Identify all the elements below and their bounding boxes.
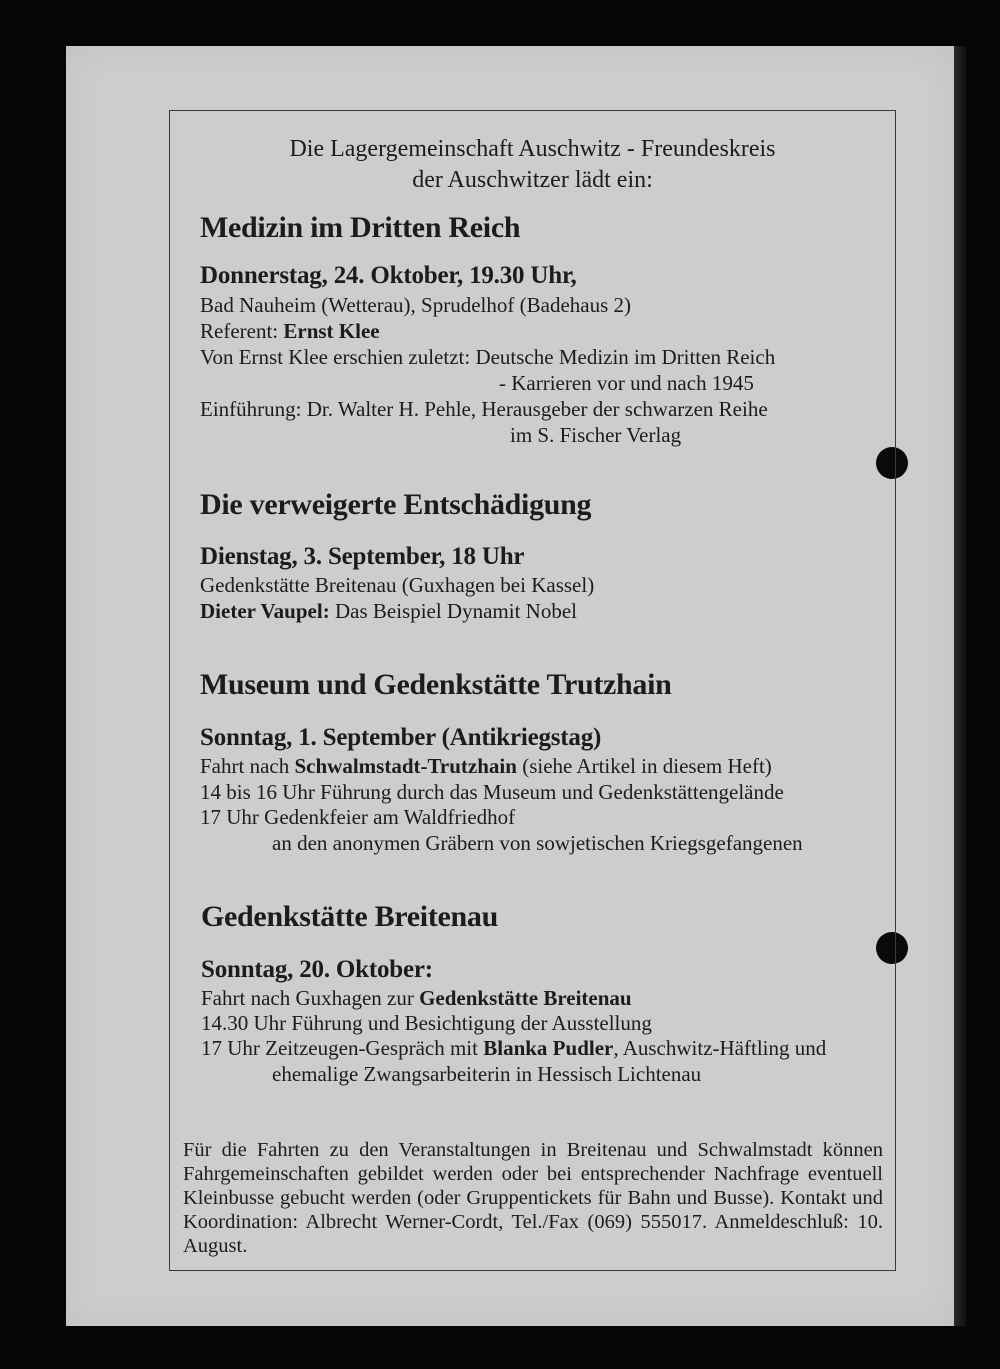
intro-line-2: der Auschwitzer lädt ein: [412,167,653,193]
event-graves: an den anonymen Gräbern von sowjetischen Kriegsgefangenen [272,831,803,855]
event-location: Gedenkstätte Breitenau (Guxhagen bei Kassel) [200,573,595,597]
trip-place: Gedenkstätte Breitenau [419,986,632,1010]
talk-name: Blanka Pudler [483,1036,614,1060]
event-tour: 14 bis 16 Uhr Führung durch das Museum und Gedenkstättengelände [200,780,784,804]
event-memorial: 17 Uhr Gedenkfeier am Waldfriedhof [200,805,516,829]
event-trip [200,754,772,779]
event-book-line-2: - Karrieren vor und nach 1945 [499,371,754,395]
speaker-name: Dieter Vaupel: [200,599,330,623]
event-speaker [200,319,380,344]
event-title: Museum und Gedenkstätte Trutzhain [200,668,672,701]
talk-prefix: 17 Uhr Zeitzeugen-Gespräch mit [201,1036,484,1060]
event-book-line-1: Von Ernst Klee erschien zuletzt: Deutsche Medizin im Dritten Reich [200,345,776,369]
speaker-label: Referent: [200,319,284,343]
booklet-spine [954,46,966,1326]
speaker-name: Ernst Klee [283,319,380,343]
trip-prefix: Fahrt nach Guxhagen zur [201,986,420,1010]
event-tour: 14.30 Uhr Führung und Besichtigung der Ausstellung [201,1011,652,1035]
event-date: Donnerstag, 24. Oktober, 19.30 Uhr, [200,262,577,289]
event-title: Gedenkstätte Breitenau [201,900,498,933]
event-date: Sonntag, 1. September (Antikriegstag) [200,724,602,751]
event-title: Medizin im Dritten Reich [200,211,521,244]
event-date: Dienstag, 3. September, 18 Uhr [200,543,525,570]
talk-title: Das Beispiel Dynamit Nobel [329,599,577,623]
event-location: Bad Nauheim (Wetterau), Sprudelhof (Badehaus 2) [200,293,632,317]
trip-prefix: Fahrt nach [200,754,295,778]
trip-place: Schwalmstadt-Trutzhain [294,754,517,778]
event-speaker [200,599,577,624]
event-talk [201,1036,826,1061]
event-date: Sonntag, 20. Oktober: [201,956,433,983]
trip-suffix: (siehe Artikel in diesem Heft) [516,754,772,778]
event-introduction-line-1: Einführung: Dr. Walter H. Pehle, Herausgeber der schwarzen Reihe [200,397,768,421]
talk-suffix: , Auschwitz-Häftling und [613,1036,827,1060]
event-introduction-line-2: im S. Fischer Verlag [510,423,682,447]
event-trip [201,986,632,1011]
event-talk-line-2: ehemalige Zwangsarbeiterin in Hessisch Lichtenau [272,1062,702,1086]
travel-note: Für die Fahrten zu den Veranstaltungen in Breitenau und Schwalmstadt können Fahrgemeinschaften gebildet werden oder bei entsprechender Nachfrage eventuell Kleinbusse gebucht werden (oder Gruppentickets für Bahn und Busse). Kontakt und Koordination: Albrecht Werner-Cordt, Tel./Fax (069) 555017. Anmeldeschluß: 10. August. [183,1139,883,1257]
event-title: Die verweigerte Entschädigung [200,488,592,521]
intro-line-1: Die Lagergemeinschaft Auschwitz - Freundeskreis [289,136,776,162]
